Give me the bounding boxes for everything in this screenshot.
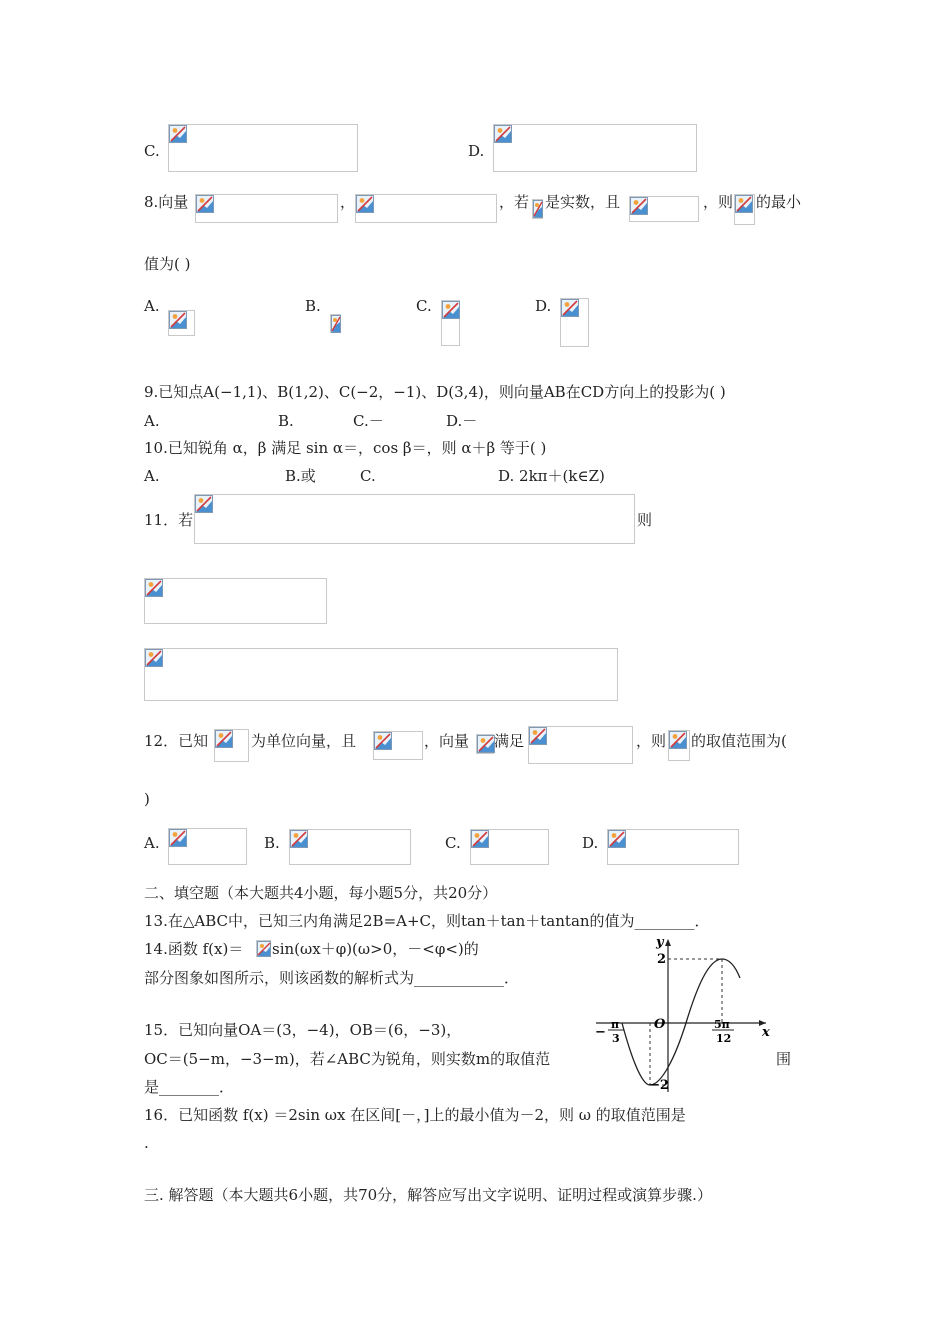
q15-line2: OC＝(5−m，−3−m)，若∠ABC为锐角，则实数m的取值范 — [144, 1050, 551, 1068]
broken-image-icon — [356, 195, 374, 213]
broken-image-icon — [169, 311, 187, 329]
q12-text-1: 为单位向量，且 — [251, 732, 357, 750]
q8-scalar-image — [532, 199, 543, 219]
q10-option-a: A. — [144, 467, 160, 485]
q9-option-a: A. — [144, 412, 160, 430]
q12-option-b-image — [289, 829, 411, 865]
broken-image-icon — [145, 649, 163, 667]
q10-option-b: B.或 — [285, 467, 316, 485]
broken-image-icon — [374, 732, 392, 750]
broken-image-icon — [735, 195, 753, 213]
q16-line1: 16．已知函数 f(x) ＝2sin ωx 在区间[－，]上的最小值为－2，则 ω 的取值范围是 — [144, 1106, 686, 1124]
broken-image-icon — [608, 830, 626, 848]
broken-image-icon — [331, 315, 341, 325]
q15-line3: 是________． — [144, 1078, 235, 1096]
q8-option-a-image — [168, 310, 195, 336]
q9-option-c: C.－ — [353, 412, 384, 430]
q8-line2: 值为( ) — [144, 255, 191, 273]
q13-stem: 13.在△ABC中，已知三内角满足2B=A+C，则tan＋tan＋tantan的值为________． — [144, 912, 710, 930]
q8-option-a-label: A. — [144, 297, 160, 315]
left-tick-denominator: 3 — [612, 1032, 620, 1045]
q8-prefix: 8.向量 — [144, 193, 189, 211]
q12-target-image — [668, 730, 690, 761]
broken-image-icon — [533, 200, 543, 210]
broken-image-icon — [630, 197, 648, 215]
q8-option-d-label: D. — [535, 297, 552, 315]
q12-constraint-image — [528, 726, 633, 764]
sine-graph-figure — [588, 930, 778, 1100]
q12-vector-c-image — [476, 734, 494, 754]
q16-line2: . — [144, 1134, 149, 1152]
broken-image-icon — [145, 579, 163, 597]
q10-option-c: C. — [360, 467, 376, 485]
q8-option-c-image — [441, 300, 460, 346]
broken-image-icon — [561, 299, 579, 317]
broken-image-icon — [215, 730, 233, 748]
q14-line2: 部分图象如图所示，则该函数的解析式为____________． — [144, 969, 520, 987]
broken-image-icon — [169, 125, 187, 143]
y-axis-arrow-icon — [665, 939, 671, 946]
q14-line1b: sin(ωx＋φ)(ω>0，－<φ<)的 — [272, 940, 479, 958]
q14-amplitude-image — [256, 940, 271, 957]
q12-option-a-image — [168, 828, 247, 865]
q7-option-d-label: D. — [468, 142, 485, 160]
q9-stem: 9.已知点A(−1,1)、B(1,2)、C(−2，−1)、D(3,4)，则向量AB在CD方向上的投影为( ) — [144, 383, 726, 401]
q11-condition-image — [194, 494, 635, 544]
right-tick-numerator: 5π — [714, 1018, 730, 1031]
broken-image-icon — [471, 830, 489, 848]
q11-suffix: 则 — [637, 511, 653, 529]
broken-image-icon — [195, 495, 213, 513]
q8-is-real-text: 是实数，且 — [545, 193, 621, 211]
q10-stem: 10.已知锐角 α，β 满足 sin α＝，cos β＝，则 α＋β 等于( ) — [144, 439, 547, 457]
q12-option-c-image — [470, 829, 549, 865]
q7-option-d-image — [493, 124, 697, 172]
broken-image-icon — [290, 830, 308, 848]
q7-option-c-label: C. — [144, 142, 160, 160]
q8-vector-b-image — [355, 194, 497, 223]
q12-text-2: ，向量 — [424, 732, 470, 750]
q8-option-c-label: C. — [416, 297, 432, 315]
q15-line2-end: 围 — [776, 1050, 792, 1068]
q11-expression-2-image — [144, 648, 618, 701]
q12-text-4: ，则 — [636, 732, 667, 750]
q8-expression-image — [734, 194, 755, 225]
broken-image-icon — [669, 731, 687, 749]
q12-option-b-label: B. — [264, 834, 280, 852]
q7-option-c-image — [168, 124, 358, 172]
y-axis-label: y — [656, 935, 664, 950]
q12-option-d-label: D. — [582, 834, 599, 852]
origin-label: O — [654, 1017, 666, 1032]
q12-text-5: 的取值范围为( — [691, 732, 787, 750]
q12-line2: ) — [144, 790, 150, 808]
q12-option-a-label: A. — [144, 834, 160, 852]
broken-image-icon — [196, 195, 214, 213]
q9-option-d: D.－ — [446, 412, 478, 430]
x-axis-label: x — [762, 1025, 770, 1040]
broken-image-icon — [494, 125, 512, 143]
q8-comma: ， — [340, 193, 356, 211]
broken-image-icon — [169, 829, 187, 847]
broken-image-icon — [529, 727, 547, 745]
q8-option-d-image — [560, 298, 589, 347]
section-3-heading: 三. 解答题（本大题共6小题，共70分，解答应写出文字说明、证明过程或演算步骤.） — [144, 1186, 712, 1204]
q12-prefix: 12．已知 — [144, 732, 209, 750]
left-tick-numerator: π — [611, 1018, 620, 1031]
q8-option-b-image — [330, 314, 341, 333]
q12-text-3: 满足 — [494, 732, 525, 750]
q8-condition-image — [629, 196, 699, 222]
q15-line1: 15．已知向量OA＝(3，−4)，OB＝(6，−3)， — [144, 1021, 462, 1039]
broken-image-icon — [442, 301, 460, 319]
q12-vectors-image — [214, 729, 249, 762]
q12-condition-image — [373, 731, 423, 760]
q11-prefix: 11．若 — [144, 511, 194, 529]
broken-image-icon — [477, 735, 495, 753]
q8-ze: ，则 — [703, 193, 734, 211]
section-2-heading: 二、填空题（本大题共4小题，每小题5分，共20分） — [144, 884, 498, 902]
broken-image-icon — [257, 941, 271, 955]
q14-line1a: 14.函数 f(x)＝ — [144, 940, 244, 958]
q8-min-text: 的最小 — [756, 193, 802, 211]
q10-option-d: D. 2kπ＋(k∈Z) — [498, 467, 605, 485]
q11-expression-1-image — [144, 578, 327, 624]
q8-option-b-label: B. — [305, 297, 321, 315]
right-tick-denominator: 12 — [716, 1032, 732, 1045]
q8-ruo: ，若 — [499, 193, 530, 211]
left-tick-sign: − — [595, 1025, 606, 1040]
q8-vector-a-image — [195, 194, 338, 223]
q12-option-d-image — [607, 829, 739, 865]
q12-option-c-label: C. — [445, 834, 461, 852]
q9-option-b: B. — [278, 412, 294, 430]
min-value-label: −2 — [649, 1078, 669, 1093]
max-value-label: 2 — [657, 952, 667, 967]
